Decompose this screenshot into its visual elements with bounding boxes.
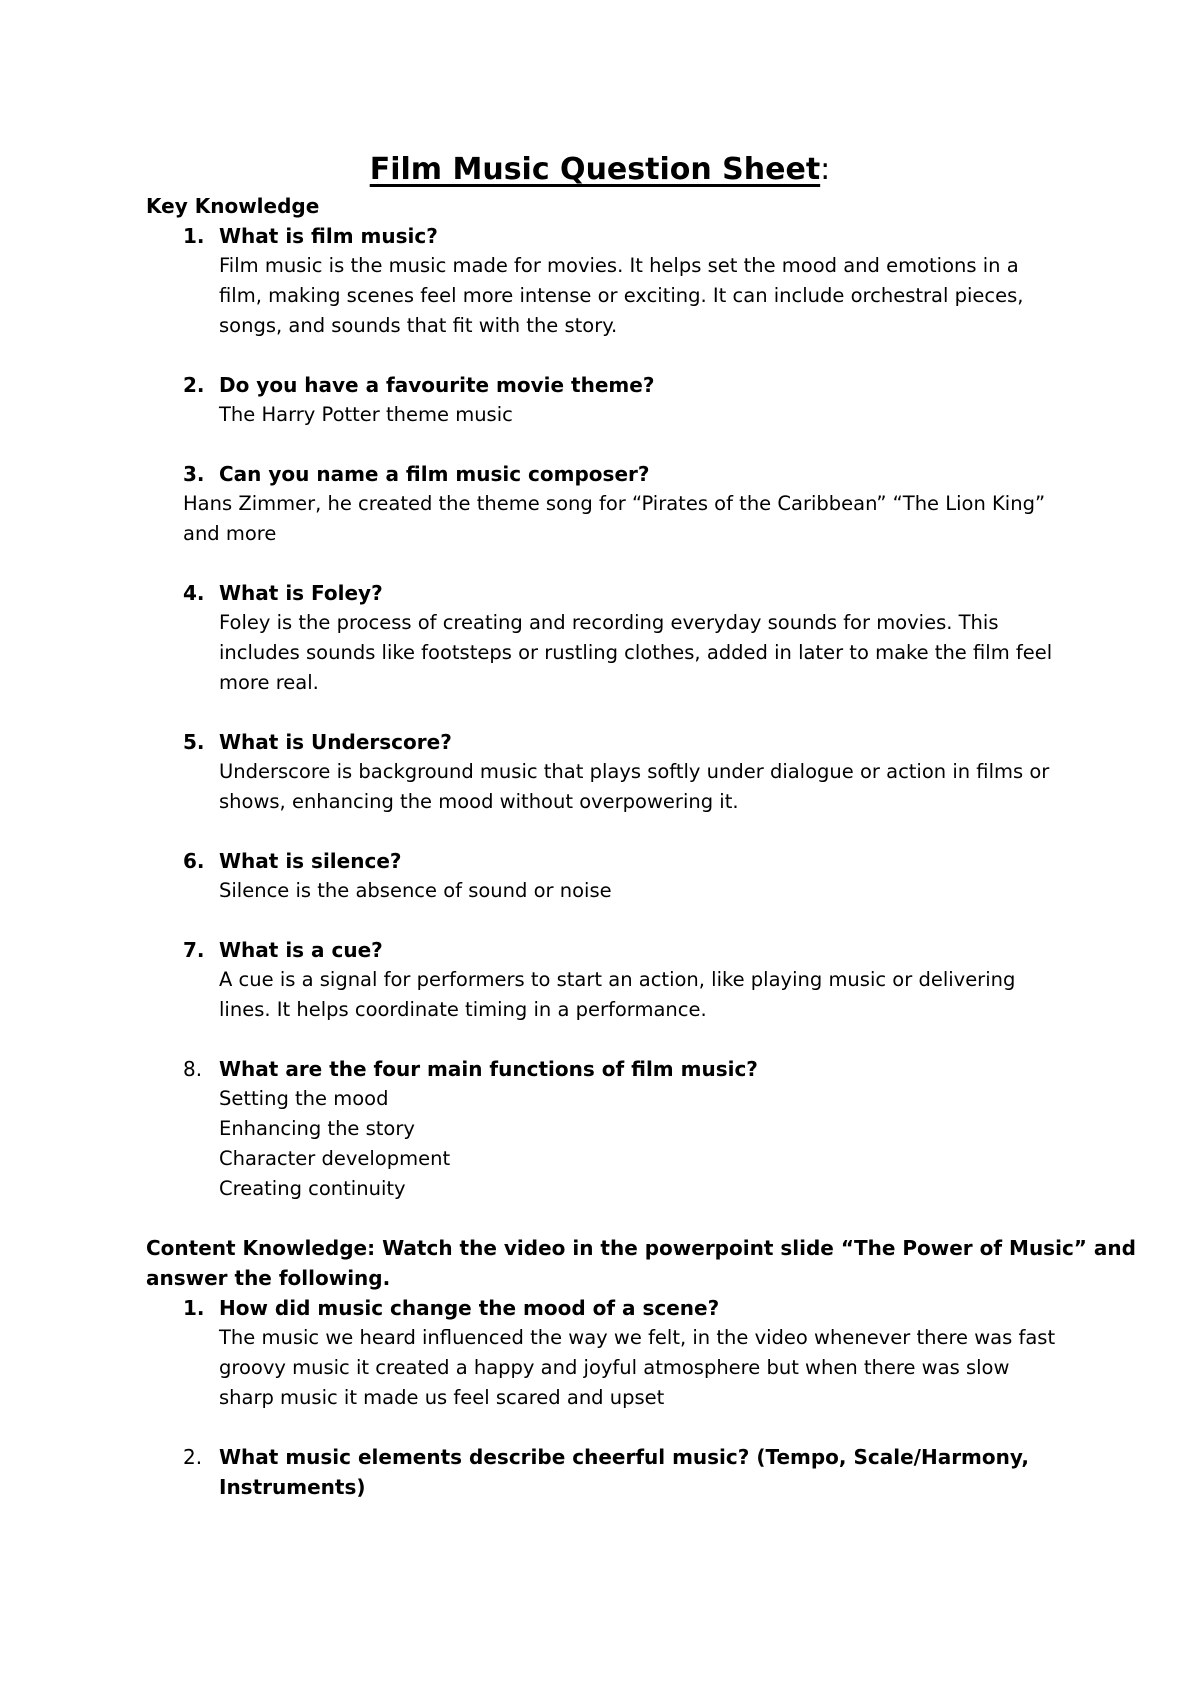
question-text: What is film music? bbox=[219, 224, 438, 248]
question-line: Instruments) bbox=[219, 1475, 366, 1499]
answer-line: sharp music it made us feel scared and upset bbox=[219, 1386, 665, 1409]
question-line: What music elements describe cheerful music? (Tempo, Scale/Harmony, bbox=[219, 1445, 1029, 1469]
answer-line: The Harry Potter theme music bbox=[219, 403, 513, 426]
question-number: 5. bbox=[183, 730, 205, 754]
answer-line: film, making scenes feel more intense or exciting. It can include orchestral pieces, bbox=[219, 284, 1024, 307]
answer-text bbox=[219, 876, 1079, 906]
answer-line: groovy music it created a happy and joyful atmosphere but when there was slow bbox=[219, 1356, 1010, 1379]
answer-line: songs, and sounds that fit with the story. bbox=[219, 314, 618, 337]
answer-line: Foley is the process of creating and recording everyday sounds for movies. This bbox=[219, 611, 999, 634]
answer-line: Hans Zimmer, he created the theme song for “Pirates of the Caribbean” “The Lion King” bbox=[183, 492, 1046, 515]
question-text: What is a cue? bbox=[219, 938, 383, 962]
answer-line: lines. It helps coordinate timing in a performance. bbox=[219, 998, 707, 1021]
question-line: How did music change the mood of a scene? bbox=[219, 1296, 720, 1320]
title-text: Film Music Question Sheet bbox=[369, 152, 821, 187]
answer-text bbox=[219, 400, 1079, 430]
answer-line: Setting the mood bbox=[219, 1087, 389, 1110]
answer-line: Character development bbox=[219, 1147, 451, 1170]
answer-text bbox=[219, 608, 1079, 698]
question-text: Can you name a film music composer? bbox=[219, 462, 650, 486]
question-number: 2. bbox=[183, 373, 205, 397]
question-text: What is Foley? bbox=[219, 581, 383, 605]
question-text: What is Underscore? bbox=[219, 730, 452, 754]
answer-text bbox=[219, 251, 1079, 341]
answer-text bbox=[219, 965, 1079, 1025]
answer-line: includes sounds like footsteps or rustling clothes, added in later to make the film feel bbox=[219, 641, 1053, 664]
answer-text bbox=[219, 1323, 1079, 1413]
title-colon: : bbox=[820, 152, 831, 187]
answer-line: Enhancing the story bbox=[219, 1117, 415, 1140]
key-knowledge-heading: Key Knowledge bbox=[146, 194, 320, 218]
question-number: 8. bbox=[183, 1057, 203, 1081]
answer-text bbox=[219, 1084, 1079, 1204]
question-number: 2. bbox=[183, 1445, 203, 1469]
question-number: 1. bbox=[183, 1296, 205, 1320]
question-text: What is silence? bbox=[219, 849, 402, 873]
question-number: 4. bbox=[183, 581, 205, 605]
answer-line: Silence is the absence of sound or noise bbox=[219, 879, 612, 902]
answer-line: Film music is the music made for movies. It helps set the mood and emotions in a bbox=[219, 254, 1019, 277]
question-text: Do you have a favourite movie theme? bbox=[219, 373, 655, 397]
answer-text bbox=[183, 489, 1079, 549]
question-number: 3. bbox=[183, 462, 205, 486]
answer-line: The music we heard influenced the way we felt, in the video whenever there was fast bbox=[219, 1326, 1056, 1349]
question-number: 1. bbox=[183, 224, 205, 248]
answer-line: A cue is a signal for performers to start an action, like playing music or delivering bbox=[219, 968, 1016, 991]
question-number: 7. bbox=[183, 938, 205, 962]
answer-line: and more bbox=[183, 522, 277, 545]
heading-line: answer the following. bbox=[146, 1266, 391, 1290]
answer-line: Underscore is background music that plays softly under dialogue or action in films or bbox=[219, 760, 1050, 783]
content-knowledge-heading bbox=[146, 1233, 1136, 1293]
page-title bbox=[0, 150, 1200, 190]
answer-line: Creating continuity bbox=[219, 1177, 406, 1200]
question-number: 6. bbox=[183, 849, 205, 873]
question-text: What are the four main functions of film music? bbox=[219, 1057, 758, 1081]
question-text bbox=[219, 1293, 1079, 1323]
heading-line: Content Knowledge: Watch the video in the powerpoint slide “The Power of Music” and bbox=[146, 1236, 1136, 1260]
answer-text bbox=[219, 757, 1079, 817]
question-text bbox=[219, 1442, 1079, 1502]
answer-line: shows, enhancing the mood without overpowering it. bbox=[219, 790, 739, 813]
answer-line: more real. bbox=[219, 671, 319, 694]
